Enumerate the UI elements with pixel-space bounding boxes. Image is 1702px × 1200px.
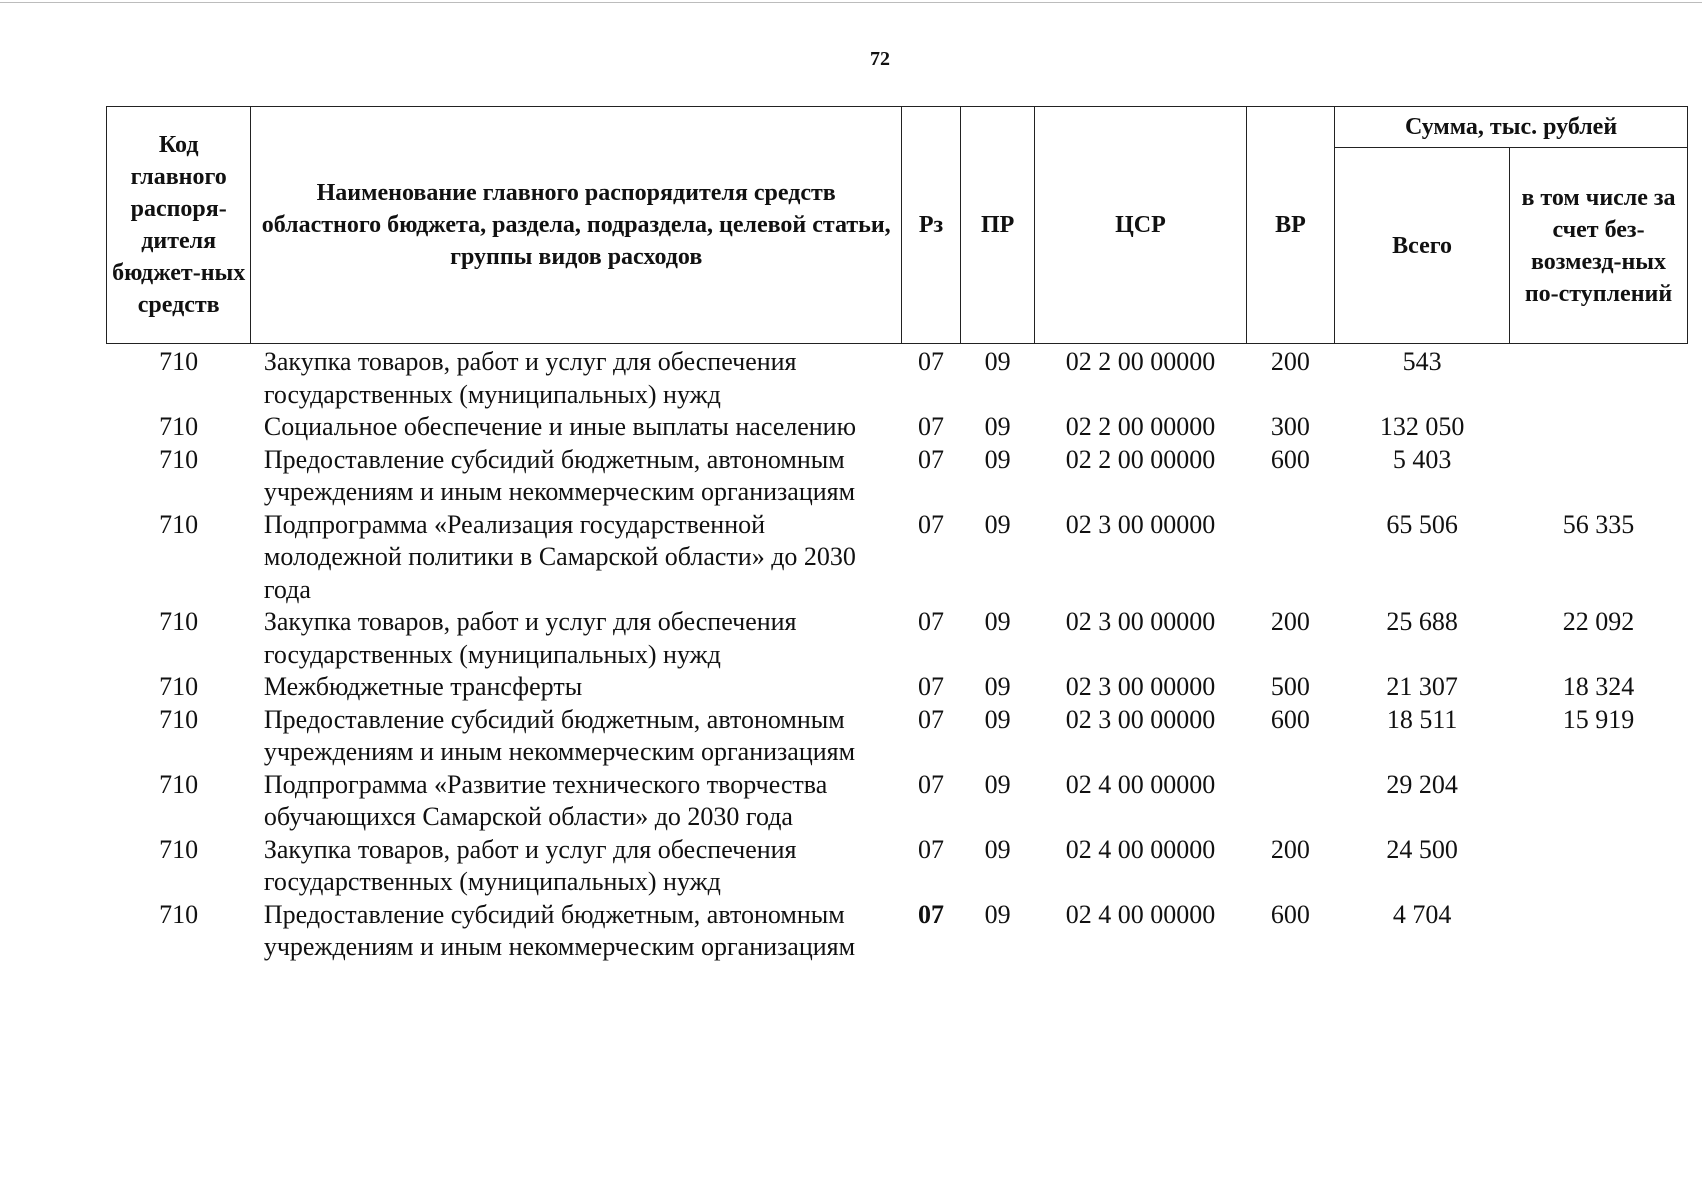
cell-name: Предоставление субсидий бюджетным, автономным учреждениям и иным некоммерческим организациям <box>263 444 856 506</box>
table-row <box>107 344 1688 412</box>
table-row <box>107 411 1688 444</box>
cell-pr: 09 <box>984 834 1011 864</box>
cell-name: Социальное обеспечение и иные выплаты населению <box>263 412 857 441</box>
cell-total: 25 688 <box>1386 607 1458 636</box>
cell-name: Предоставление субсидий бюджетным, автономным учреждениям и иным некоммерческим организациям <box>263 704 856 766</box>
table-row <box>107 509 1688 607</box>
cell-total: 18 511 <box>1386 704 1458 734</box>
cell-csr: 02 4 00 00000 <box>1065 769 1216 799</box>
cell-name: Закупка товаров, работ и услуг для обеспечения государственных (муниципальных) нужд <box>263 834 797 896</box>
cell-csr: 02 3 00 00000 <box>1065 704 1216 734</box>
cell-total: 5 403 <box>1392 444 1452 474</box>
header-vr: ВР <box>1246 107 1334 344</box>
cell-csr: 02 3 00 00000 <box>1065 509 1216 539</box>
cell-vr: 300 <box>1270 412 1310 441</box>
cell-code: 710 <box>159 899 199 929</box>
cell-rz: 07 <box>918 509 945 539</box>
cell-pr: 09 <box>984 444 1011 474</box>
cell-csr: 02 2 00 00000 <box>1065 412 1216 441</box>
cell-csr: 02 3 00 00000 <box>1065 607 1216 636</box>
cell-vr: 200 <box>1270 347 1310 376</box>
cell-rz: 07 <box>918 769 945 799</box>
cell-pr: 09 <box>984 704 1011 734</box>
cell-free <box>1510 899 1688 964</box>
cell-name: Подпрограмма «Развитие технического творчества обучающихся Самарской области» до 2030 года <box>263 769 828 831</box>
cell-pr: 09 <box>984 769 1011 799</box>
cell-free <box>1510 834 1688 899</box>
cell-name: Предоставление субсидий бюджетным, автономным учреждениям и иным некоммерческим организациям <box>263 899 856 961</box>
cell-vr: 200 <box>1270 834 1310 864</box>
cell-free <box>1510 769 1688 834</box>
cell-vr <box>1246 509 1334 607</box>
cell-vr: 600 <box>1270 444 1310 474</box>
cell-pr: 09 <box>984 899 1011 929</box>
header-total: Всего <box>1335 148 1510 344</box>
cell-name: Межбюджетные трансферты <box>263 672 583 701</box>
header-name: Наименование главного распорядителя средств областного бюджета, раздела, подраздела, целевой статьи, группы видов расходов <box>251 107 902 344</box>
cell-total: 21 307 <box>1386 672 1458 701</box>
table-row <box>107 704 1688 769</box>
cell-vr <box>1246 769 1334 834</box>
cell-name: Закупка товаров, работ и услуг для обеспечения государственных (муниципальных) нужд <box>263 347 797 409</box>
cell-vr: 600 <box>1270 899 1310 929</box>
header-free-receipts: в том числе за счет без-возмезд-ных по-ступлений <box>1510 148 1688 344</box>
cell-total: 543 <box>1402 347 1442 376</box>
table-row <box>107 606 1688 671</box>
table-row <box>107 671 1688 704</box>
header-pr: ПР <box>961 107 1035 344</box>
cell-code: 710 <box>159 509 199 539</box>
cell-code: 710 <box>159 834 199 864</box>
cell-rz: 07 <box>918 607 945 636</box>
cell-code: 710 <box>159 347 199 376</box>
cell-free <box>1510 444 1688 509</box>
cell-free: 56 335 <box>1562 509 1635 539</box>
table-row <box>107 899 1688 964</box>
cell-free: 18 324 <box>1562 672 1635 701</box>
header-sum-group: Сумма, тыс. рублей <box>1335 107 1688 148</box>
cell-csr: 02 4 00 00000 <box>1065 834 1216 864</box>
cell-code: 710 <box>159 444 199 474</box>
cell-csr: 02 2 00 00000 <box>1065 347 1216 376</box>
header-rz: Рз <box>902 107 961 344</box>
cell-code: 710 <box>159 704 199 734</box>
cell-total: 65 506 <box>1386 509 1458 539</box>
page-number: 72 <box>870 48 890 70</box>
cell-free <box>1510 344 1688 412</box>
cell-pr: 09 <box>984 672 1011 701</box>
cell-pr: 09 <box>984 607 1011 636</box>
cell-rz: 07 <box>918 444 945 474</box>
cell-free: 22 092 <box>1562 607 1635 636</box>
cell-code: 710 <box>159 672 199 701</box>
header-csr: ЦСР <box>1035 107 1246 344</box>
cell-rz: 07 <box>918 672 945 701</box>
cell-vr: 200 <box>1270 607 1310 636</box>
cell-pr: 09 <box>984 509 1011 539</box>
table-row <box>107 834 1688 899</box>
cell-csr: 02 2 00 00000 <box>1065 444 1216 474</box>
cell-csr: 02 3 00 00000 <box>1065 672 1216 701</box>
header-row <box>107 107 1688 148</box>
budget-table <box>106 106 1688 964</box>
table-row <box>107 444 1688 509</box>
cell-total: 24 500 <box>1386 834 1458 864</box>
cell-code: 710 <box>159 607 199 636</box>
header-code: Код главного распоря-дителя бюджет-ных средств <box>107 107 251 344</box>
scan-edge-line <box>0 2 1702 3</box>
cell-total: 132 050 <box>1379 412 1465 441</box>
cell-rz: 07 <box>918 899 945 929</box>
cell-name: Закупка товаров, работ и услуг для обеспечения государственных (муниципальных) нужд <box>263 607 797 669</box>
cell-rz: 07 <box>918 704 945 734</box>
cell-csr: 02 4 00 00000 <box>1065 899 1216 929</box>
cell-vr: 600 <box>1270 704 1310 734</box>
cell-pr: 09 <box>984 347 1011 376</box>
cell-code: 710 <box>159 412 199 441</box>
cell-name: Подпрограмма «Реализация государственной молодежной политики в Самарской области» до 2030 года <box>263 509 856 604</box>
cell-free <box>1510 411 1688 444</box>
cell-total: 4 704 <box>1392 899 1452 929</box>
table-row <box>107 769 1688 834</box>
cell-total: 29 204 <box>1386 769 1458 799</box>
cell-vr: 500 <box>1270 672 1310 701</box>
cell-free: 15 919 <box>1562 704 1635 734</box>
cell-rz: 07 <box>918 412 945 441</box>
cell-rz: 07 <box>918 347 945 376</box>
cell-code: 710 <box>159 769 199 799</box>
cell-rz: 07 <box>918 834 945 864</box>
cell-pr: 09 <box>984 412 1011 441</box>
